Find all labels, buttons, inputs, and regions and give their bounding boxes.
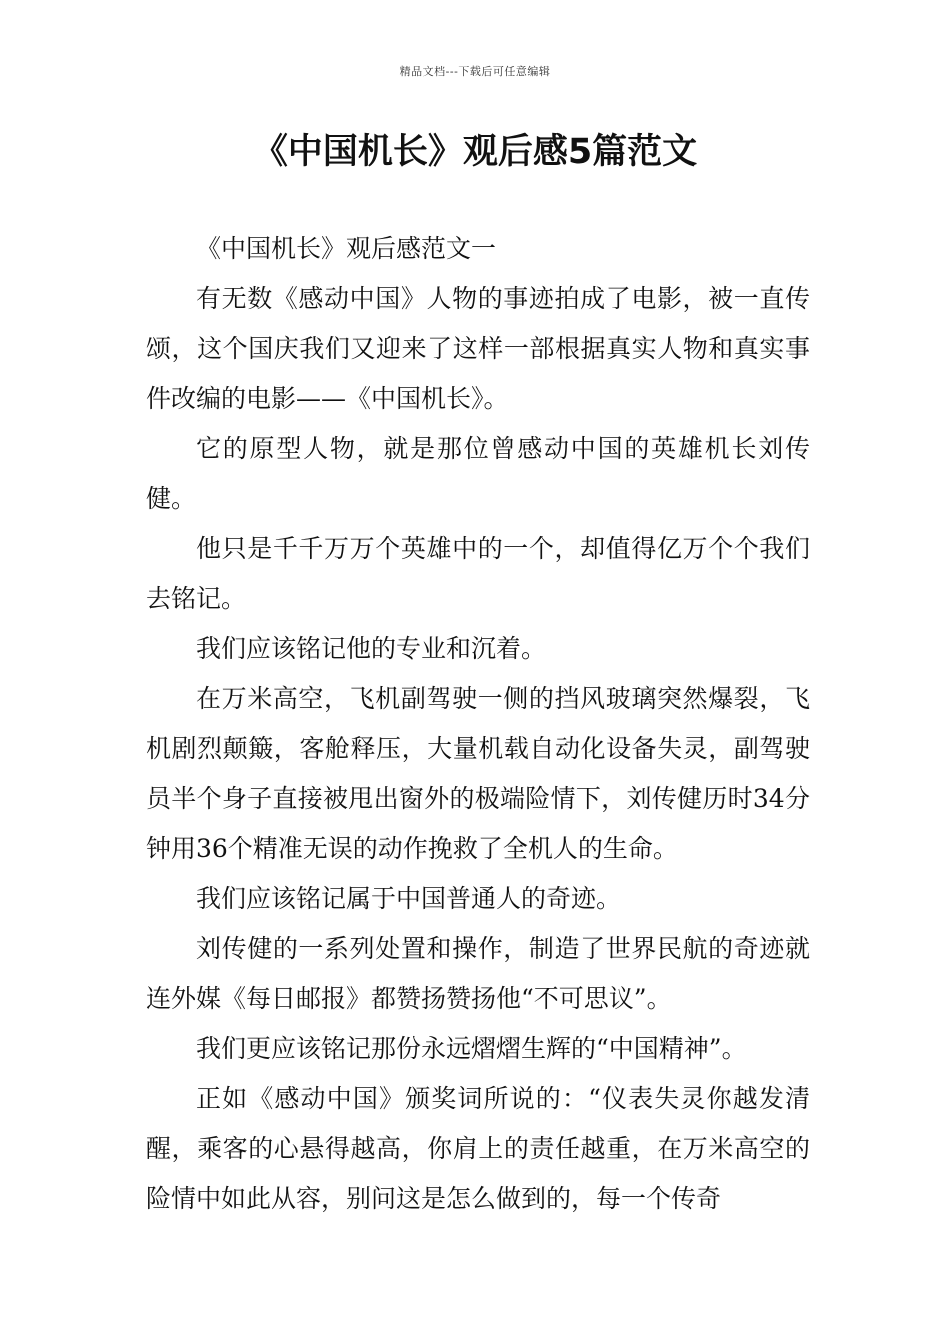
document-body bbox=[146, 224, 810, 1224]
paragraph: 正如《感动中国》颁奖词所说的：“仪表失灵你越发清醒，乘客的心悬得越高，你肩上的责任越重，在万米高空的险情中如此从容，别问这是怎么做到的，每一个传奇 bbox=[146, 1084, 810, 1213]
paragraph: 我们应该铭记属于中国普通人的奇迹。 bbox=[196, 884, 622, 913]
paragraph: 刘传健的一系列处置和操作，制造了世界民航的奇迹就连外媒《每日邮报》都赞扬赞扬他“不可思议”。 bbox=[146, 934, 810, 1013]
section-heading: 《中国机长》观后感范文一 bbox=[196, 234, 497, 263]
header-note: 精品文档---下载后可任意编辑 bbox=[399, 65, 551, 78]
paragraph: 它的原型人物，就是那位曾感动中国的英雄机长刘传健。 bbox=[146, 434, 810, 513]
paragraph: 我们应该铭记他的专业和沉着。 bbox=[196, 634, 547, 663]
paragraph: 我们更应该铭记那份永远熠熠生辉的“中国精神”。 bbox=[196, 1034, 747, 1063]
paragraph: 在万米高空，飞机副驾驶一侧的挡风玻璃突然爆裂，飞机剧烈颠簸，客舱释压，大量机载自动化设备失灵，副驾驶员半个身子直接被甩出窗外的极端险情下，刘传健历时34分钟用36个精准无误的动作挽救了全机人的生命。 bbox=[146, 684, 810, 863]
paragraph: 有无数《感动中国》人物的事迹拍成了电影，被一直传颂，这个国庆我们又迎来了这样一部根据真实人物和真实事件改编的电影——《中国机长》。 bbox=[146, 284, 810, 413]
document-title: 《中国机长》观后感5篇范文 bbox=[252, 132, 698, 172]
paragraph: 他只是千千万万个英雄中的一个，却值得亿万个个我们去铭记。 bbox=[146, 534, 810, 613]
